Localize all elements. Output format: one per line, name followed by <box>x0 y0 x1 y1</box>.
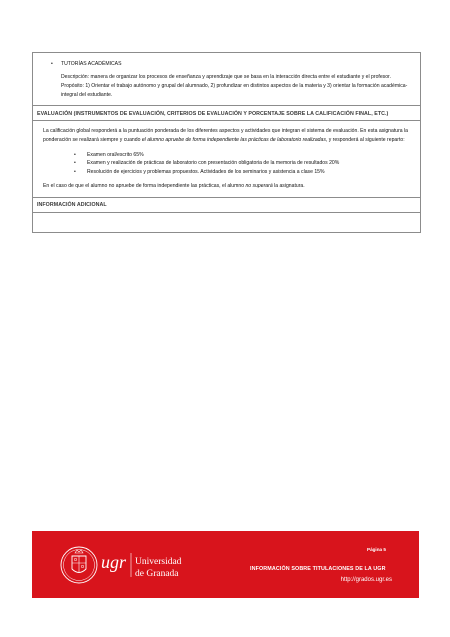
tutorias-title-line <box>51 60 414 69</box>
evaluacion-intro-end: , y responderá al siguiente reparto: <box>325 136 405 143</box>
footer-info: INFORMACIÓN SOBRE TITULACIONES DE LA UGR <box>250 566 386 572</box>
footer-url[interactable]: http://grados.ugr.es <box>340 577 392 583</box>
content-table <box>32 52 421 233</box>
university-line2: de Granada <box>135 569 179 579</box>
page-number: Página 5 <box>367 547 386 552</box>
ugr-mark: ugr <box>101 552 127 572</box>
evaluacion-list <box>43 151 414 177</box>
info-adicional-body <box>33 213 420 233</box>
university-logo <box>60 542 190 588</box>
evaluacion-intro <box>43 127 414 144</box>
coat-of-arms-icon <box>61 547 97 583</box>
tutorias-title: TUTORÍAS ACADÉMICAS <box>61 61 122 67</box>
evaluacion-body <box>33 121 420 198</box>
tutorias-text: Descripción: manera de organizar los procesos de enseñanza y aprendizaje que se basa en la interacción directa entre el estudiante y el profesor. Propósito: 1) Orientar el trabajo autónomo y grupal del alumnado, 2) profundizar en distintos aspectos de la materia y 3) orientar la formación académica-integral del estudiante. <box>61 73 408 99</box>
evaluacion-closing-text: En el caso de que el alumno no apruebe de forma independiente las prácticas, el alumno <box>43 183 246 190</box>
evaluacion-header: EVALUACIÓN (INSTRUMENTOS DE EVALUACIÓN, CRITERIOS DE EVALUACIÓN Y PORCENTAJE SOBRE LA CALIFICACIÓN FINAL, ETC.) <box>33 106 420 121</box>
evaluacion-closing-emphasis: no superará <box>245 183 273 190</box>
evaluacion-intro-emphasis: el alumno apruebe de forma independiente las prácticas de laboratorio realizadas <box>141 136 326 143</box>
list-item: • Examen oral/escrito 65% <box>87 151 414 160</box>
evaluacion-closing <box>43 182 414 191</box>
bullet-icon: • <box>51 61 53 67</box>
evaluacion-closing-end: la asignatura. <box>272 183 305 190</box>
university-line1: Universidad <box>135 557 182 567</box>
tutorias-section <box>33 53 420 106</box>
list-item: • Resolución de ejercicios y problemas propuestos. Actividades de los seminarios y asistencia a clase 15% <box>87 168 414 177</box>
info-adicional-header: INFORMACIÓN ADICIONAL <box>33 198 420 213</box>
list-item: • Examen y realización de prácticas de laboratorio con presentación obligatoria de la memoria de resultados 20% <box>87 159 414 168</box>
page-footer <box>32 531 419 598</box>
evaluacion-intro-text: La calificación global responderá a la puntuación ponderada de los diferentes aspectos y actividades que integran el sistema de evaluación. En esta asignatura la ponderación se realizará siempre y cuando <box>43 128 409 143</box>
